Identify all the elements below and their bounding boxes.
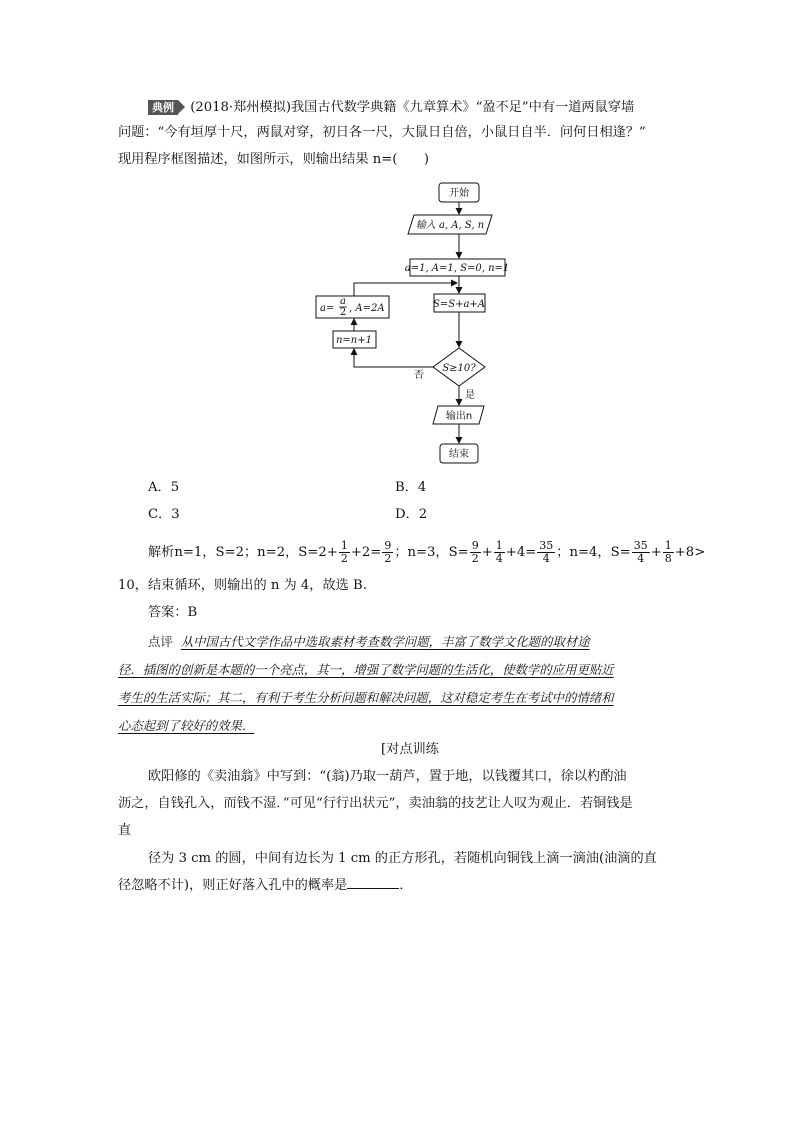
- solution-frac-5: $\frac{35}{4}$: [539, 539, 554, 565]
- solution-frac-3: $\frac{9}{2}$: [471, 539, 479, 565]
- solution-frac-2: $\frac{9}{2}$: [384, 539, 392, 565]
- example-tag: 典例: [148, 100, 178, 115]
- comment-line-3: 考生的生活实际；其二，有利于考生分析问题和解决问题，这对稳定考生在考试中的情绪和: [118, 690, 614, 705]
- solution-line-1: [148, 538, 705, 568]
- solution-seg-6: +: [650, 545, 662, 560]
- flow-update-a-rhs: , A=2A: [349, 303, 385, 314]
- flow-condition-label: S≥10?: [442, 363, 476, 374]
- option-c: C．3: [148, 507, 180, 522]
- example-line-2: 问题：“今有垣厚十尺，两鼠对穿，初日各一尺，大鼠日自倍，小鼠日自半．问何日相逢？”: [118, 125, 646, 140]
- comment-line-1-text: 从中国古代文学作品中选取素材考查数学问题，丰富了数学文化题的取材途: [180, 634, 590, 649]
- section-title: [对点训练: [381, 742, 439, 757]
- solution-seg-4: +4=: [505, 545, 537, 560]
- flow-incr-n-label: n=n+1: [335, 335, 373, 346]
- solution-seg-2: ；n=3，S=: [394, 545, 469, 560]
- solution-frac-7: $\frac{1}{8}$: [664, 539, 672, 565]
- comment-label: 点评: [148, 634, 173, 649]
- solution-frac-4: $\frac{1}{4}$: [495, 539, 503, 565]
- flow-no-label: 否: [414, 370, 424, 381]
- example-line-1-text: (2018·郑州模拟)我国古代数学典籍《九章算术》“盈不足”中有一道两鼠穿墙: [190, 100, 635, 115]
- training-line-5: [118, 876, 413, 896]
- option-b: B．4: [395, 480, 427, 495]
- flow-update-a-den: 2: [339, 307, 347, 318]
- solution-lead: 解析n=1，S=2；n=2，S=2+: [148, 545, 338, 560]
- answer-blank[interactable]: [347, 876, 399, 889]
- training-line-4: 径为 3 cm 的圆，中间有边长为 1 cm 的正方形孔，若随机向铜钱上滴一滴油(油滴的直: [148, 851, 657, 866]
- training-line-2: 沥之，自钱孔入，而钱不湿．”可见“行行出状元”，卖油翁的技艺让人叹为观止．若铜钱是: [118, 796, 633, 811]
- solution-line-2: 10，结束循环，则输出的 n 为 4，故选 B.: [118, 578, 367, 593]
- training-line-1: 欧阳修的《卖油翁》中写到：“(翁)乃取一葫芦，置于地，以钱覆其口，徐以杓酌油: [148, 769, 627, 784]
- comment-line-2: 径．插图的创新是本题的一个亮点，其一，增强了数学问题的生活化，使数学的应用更贴近: [118, 662, 614, 677]
- solution-frac-1: $\frac{1}{2}$: [340, 539, 348, 565]
- training-line-5-text: 径忽略不计)，则正好落入孔中的概率是: [118, 878, 348, 893]
- flow-input-label: 输入 a, A, S, n: [415, 220, 485, 231]
- solution-seg-7: +8>: [674, 545, 706, 560]
- solution-frac-6: $\frac{35}{4}$: [633, 539, 648, 565]
- flow-update-s-label: S=S+a+A: [432, 299, 486, 310]
- example-line-3: 现用程序框图描述，如图所示，则输出结果 n=( ): [118, 152, 429, 167]
- solution-seg-3: +: [481, 545, 493, 560]
- comment-line-4: 心态起到了较好的效果．: [118, 718, 255, 733]
- answer-line: 答案：B: [148, 605, 198, 620]
- option-d: D．2: [395, 507, 428, 522]
- flow-yes-label: 是: [465, 390, 475, 401]
- flow-end-label: 结束: [449, 449, 469, 460]
- flow-update-a-num: a: [340, 296, 346, 307]
- flow-init-label: a=1, A=1, S=0, n=1: [404, 263, 510, 274]
- training-line-5-end: ．: [399, 878, 413, 893]
- comment-line-1: [148, 632, 590, 652]
- solution-seg-1: +2=: [350, 545, 382, 560]
- solution-seg-5: ；n=4，S=: [556, 545, 631, 560]
- flowchart: [0, 0, 794, 480]
- flow-output-label: 输出n: [445, 411, 473, 422]
- flow-start-label: 开始: [449, 188, 469, 199]
- option-a: A．5: [148, 480, 180, 495]
- flow-update-a-lhs: a=: [320, 303, 335, 314]
- training-line-3: 直: [118, 823, 132, 838]
